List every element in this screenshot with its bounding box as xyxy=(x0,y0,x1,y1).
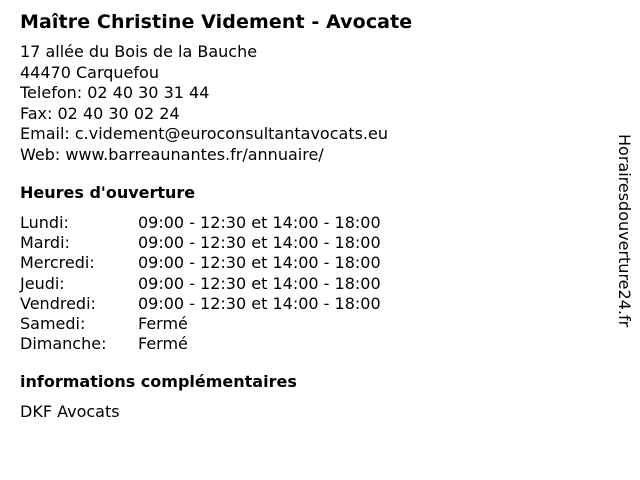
opening-hours-table xyxy=(20,213,600,354)
website-url[interactable]: Web: www.barreaunantes.fr/annuaire/ xyxy=(20,144,324,164)
hours-row-tuesday xyxy=(20,233,600,253)
day-hours: Fermé xyxy=(138,314,188,334)
additional-info-text: DKF Avocats xyxy=(20,402,120,422)
site-watermark: Horairesdouverture24.fr xyxy=(615,134,634,328)
page-title: Maître Christine Videment - Avocate xyxy=(20,11,413,33)
business-card xyxy=(20,10,600,422)
hours-row-friday xyxy=(20,294,600,314)
street-address: 17 allée du Bois de la Bauche xyxy=(20,42,258,61)
phone-number[interactable]: Telefon: 02 40 30 31 44 xyxy=(20,83,210,102)
day-hours: 09:00 - 12:30 et 14:00 - 18:00 xyxy=(138,213,381,232)
day-label: Vendredi: xyxy=(20,293,96,313)
day-label: Dimanche: xyxy=(20,334,107,354)
day-label: Mardi: xyxy=(20,233,70,253)
day-hours: 09:00 - 12:30 et 14:00 - 18:00 xyxy=(138,293,381,313)
day-hours: 09:00 - 12:30 et 14:00 - 18:00 xyxy=(138,253,381,273)
hours-row-monday xyxy=(20,213,600,233)
day-label: Samedi: xyxy=(20,314,86,334)
hours-row-saturday xyxy=(20,314,600,334)
additional-info-heading: informations complémentaires xyxy=(20,372,297,392)
hours-row-thursday xyxy=(20,274,600,294)
fax-number: Fax: 02 40 30 02 24 xyxy=(20,103,180,123)
day-hours: Fermé xyxy=(138,334,188,354)
city-address: 44470 Carquefou xyxy=(20,62,159,82)
day-label: Jeudi: xyxy=(20,273,65,293)
hours-row-wednesday xyxy=(20,253,600,273)
opening-hours-heading: Heures d'ouverture xyxy=(20,183,196,202)
day-hours: 09:00 - 12:30 et 14:00 - 18:00 xyxy=(138,273,381,293)
hours-row-sunday xyxy=(20,334,600,354)
day-label: Lundi: xyxy=(20,213,69,232)
contact-block xyxy=(20,42,600,165)
day-hours: 09:00 - 12:30 et 14:00 - 18:00 xyxy=(138,233,381,253)
email-address[interactable]: Email: c.videment@euroconsultantavocats.eu xyxy=(20,124,388,143)
day-label: Mercredi: xyxy=(20,253,95,273)
